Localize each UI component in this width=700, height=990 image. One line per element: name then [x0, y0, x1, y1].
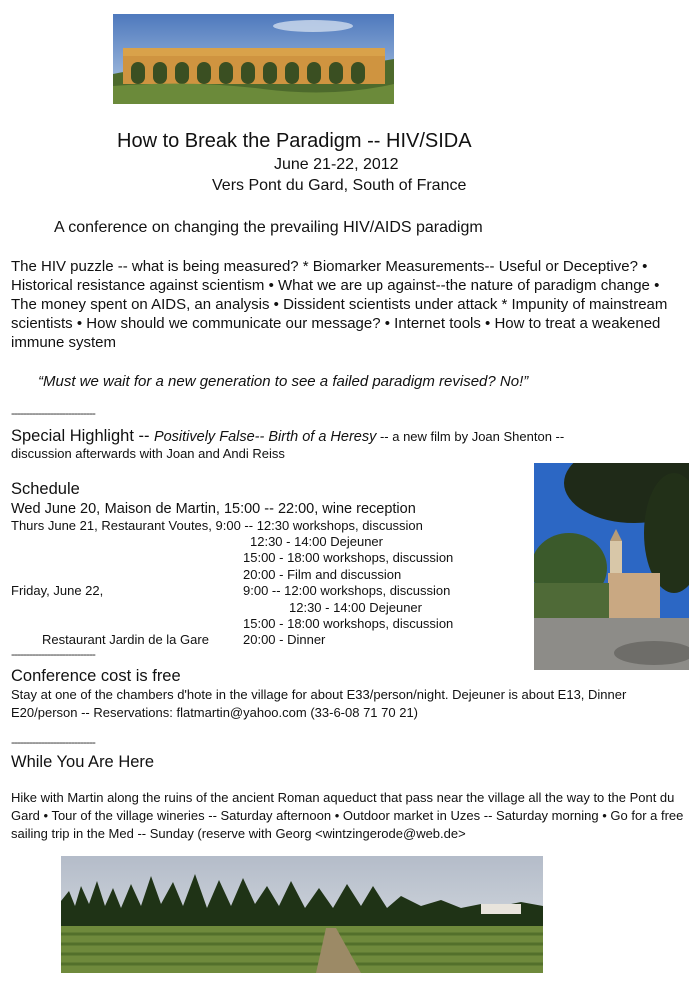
dinner-time: 20:00 - Dinner [243, 632, 326, 647]
topics-paragraph: The HIV puzzle -- what is being measured? * Biomarker Measurements-- Useful or Deceptive? • Historical resistance against scientism • What we are up against--the nature of paradigm change • The money spent on AIDS, an analysis • Dissident scientists under attack * Impunity of mainstream scientists • How should we communicate our message? • Internet tools • How to treat a weakened immune system [11, 258, 668, 351]
poster-title: How to Break the Paradigm -- HIV/SIDA [117, 130, 472, 152]
film-title: Positively False-- Birth of a Heresy [153, 429, 377, 445]
quote: “Must we wait for a new generation to see a failed paradigm revised? No!” [38, 373, 529, 390]
aqueduct-photo [113, 14, 394, 104]
event-location: Vers Pont du Gard, South of France [212, 177, 467, 194]
vineyard-photo [61, 856, 543, 973]
schedule-wed: Wed June 20, Maison de Martin, 15:00 -- 22:00, wine reception [11, 501, 416, 517]
highlight-heading: Special Highlight -- [11, 427, 150, 445]
highlight-line2: discussion afterwards with Joan and Andi Reiss [11, 446, 285, 461]
divider: ---------------------------- [11, 735, 95, 749]
schedule-thu-4: 20:00 - Film and discussion [243, 567, 402, 582]
tagline: A conference on changing the prevailing HIV/AIDS paradigm [54, 219, 483, 236]
village-photo [534, 463, 689, 670]
divider: ---------------------------- [11, 647, 95, 661]
schedule-heading: Schedule [11, 480, 80, 498]
divider: ---------------------------- [11, 406, 95, 420]
highlight-rest: -- a new film by Joan Shenton -- [376, 429, 565, 444]
while-heading: While You Are Here [11, 753, 155, 771]
schedule-fri-day: Friday, June 22, [11, 583, 104, 598]
schedule-fri-2: 12:30 - 14:00 Dejeuner [289, 600, 422, 615]
dinner-place: Restaurant Jardin de la Gare [42, 632, 209, 647]
schedule-thu-1: Thurs June 21, Restaurant Voutes, 9:00 -- 12:30 workshops, discussion [11, 518, 423, 533]
schedule-fri-1: 9:00 -- 12:00 workshops, discussion [243, 583, 451, 598]
event-dates: June 21-22, 2012 [274, 156, 399, 173]
while-text: Hike with Martin along the ruins of the ancient Roman aqueduct that pass near the village all the way to the Pont du Gard • Tour of the village wineries -- Saturday afternoon • Outdoor market in Uzes -- Saturday morning • Go for a free sailing trip in the Med -- Sunday (reserve with Georg <wintzingerode@web.de> [11, 790, 684, 841]
schedule-fri-3: 15:00 - 18:00 workshops, discussion [243, 616, 454, 631]
cost-text: Stay at one of the chambers d'hote in the village for about E33/person/night. Dejeuner is about E13, Dinner E20/person -- Reservations: flatmartin@yahoo.com (33-6-08 71 70 21) [11, 687, 627, 720]
special-highlight [11, 427, 564, 446]
cost-heading: Conference cost is free [11, 667, 181, 685]
schedule-thu-2: 12:30 - 14:00 Dejeuner [250, 534, 383, 549]
schedule-thu-3: 15:00 - 18:00 workshops, discussion [243, 550, 454, 565]
